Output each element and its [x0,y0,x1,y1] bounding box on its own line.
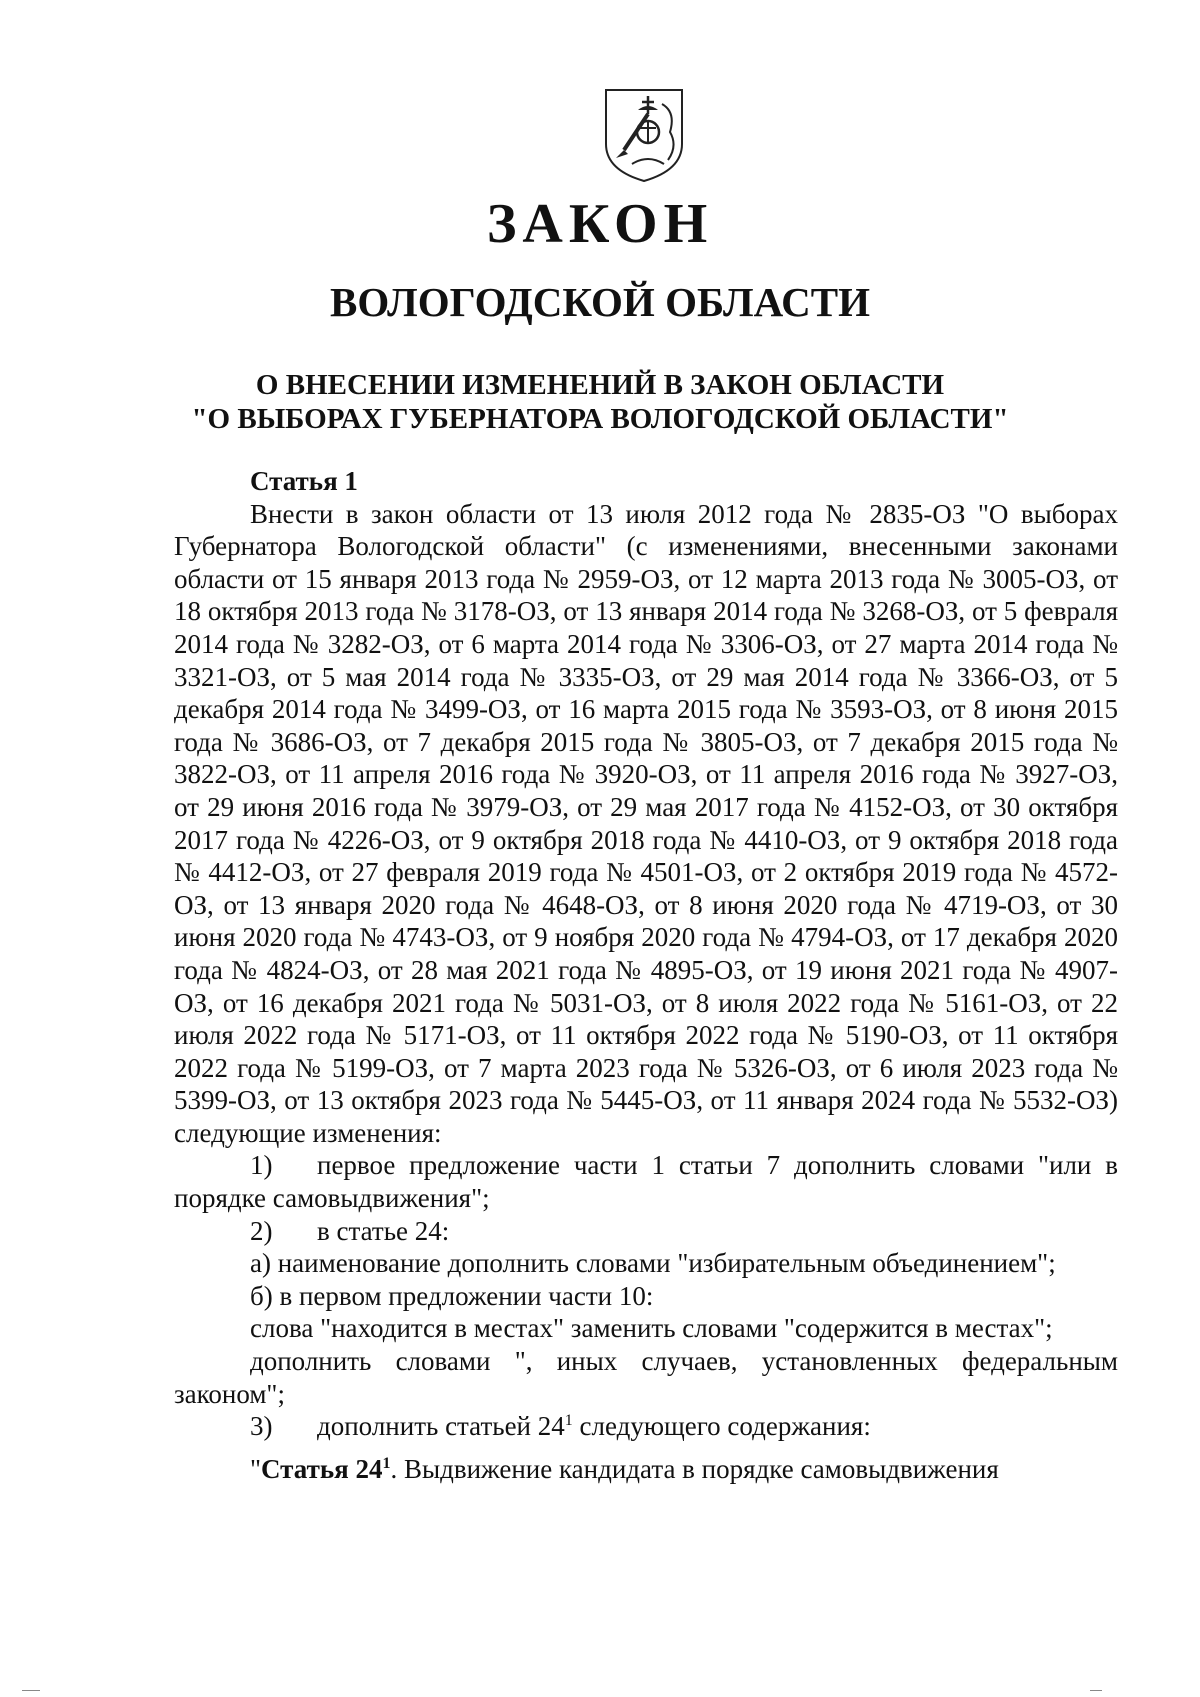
article-intro-paragraph: Внести в закон области от 13 июля 2012 года № 2835-ОЗ "О выборах Губернатора Вологодской области" (с изменениями, внесенными законами области от 15 января 2013 года № 2959-ОЗ, от 12 марта 2013 года № 3005-ОЗ, от 18 октября 2013 года № 3178-ОЗ, от 13 января 2014 года № 3268-ОЗ, от 5 февраля 2014 года № 3282-ОЗ, от 6 марта 2014 года № 3306-ОЗ, от 27 марта 2014 года № 3321-ОЗ, от 5 мая 2014 года № 3335-ОЗ, от 29 мая 2014 года № 3366-ОЗ, от 5 декабря 2014 года № 3499-ОЗ, от 16 марта 2015 года № 3593-ОЗ, от 8 июня 2015 года № 3686-ОЗ, от 7 декабря 2015 года № 3805-ОЗ, от 7 декабря 2015 года № 3822-ОЗ, от 11 апреля 2016 года № 3920-ОЗ, от 11 апреля 2016 года № 3927-ОЗ, от 29 июня 2016 года № 3979-ОЗ, от 29 мая 2017 года № 4152-ОЗ, от 30 октября 2017 года № 4226-ОЗ, от 9 октября 2018 года № 4410-ОЗ, от 9 октября 2018 года № 4412-ОЗ, от 27 февраля 2019 года № 4501-ОЗ, от 2 октября 2019 года № 4572-ОЗ, от 13 января 2020 года № 4648-ОЗ, от 8 июня 2020 года № 4719-ОЗ, от 30 июня 2020 года № 4743-ОЗ, от 9 ноября 2020 года № 4794-ОЗ, от 17 декабря 2020 года № 4824-ОЗ, от 28 мая 2021 года № 4895-ОЗ, от 19 июня 2021 года № 4907-ОЗ, от 16 декабря 2021 года № 5031-ОЗ, от 8 июля 2022 года № 5161-ОЗ, от 22 июля 2022 года № 5171-ОЗ, от 11 октября 2022 года № 5190-ОЗ, от 11 октября 2022 года № 5199-ОЗ, от 7 марта 2023 года № 5326-ОЗ, от 6 июля 2023 года № 5399-ОЗ, от 13 октября 2023 года № 5445-ОЗ, от 11 января 2024 года № 5532-ОЗ) следующие изменения: [174,498,1118,1148]
list-item-text-tail: следующего содержания: [572,1411,871,1442]
list-item-3 [174,1410,1118,1443]
sub-item-b-change-2: дополнить словами ", иных случаев, установленных федеральным законом"; [174,1346,1118,1409]
list-item-text: дополнить статьей 24 [317,1411,565,1442]
law-name-line-2: "О ВЫБОРАХ ГУБЕРНАТОРА ВОЛОГОДСКОЙ ОБЛАСТИ" [191,403,1009,435]
coat-of-arms-icon [602,84,686,184]
list-item-number: 1) [250,1150,273,1181]
list-item-1 [174,1149,1118,1214]
document-subtitle: ВОЛОГОДСКОЙ ОБЛАСТИ [329,279,871,325]
document-body [174,465,1118,1485]
document-title: ЗАКОН [486,193,714,255]
superscript: 1 [564,1412,573,1430]
list-item-number: 2) [250,1215,273,1246]
scan-artifact [22,1690,40,1691]
sub-item-a: а) наименование дополнить словами "избирательным объединением"; [250,1248,1056,1279]
list-item-text: первое предложение части 1 статьи 7 дополнить словами "или в порядке самовыдвижения"; [174,1150,1118,1214]
list-item-2 [174,1215,1118,1248]
article-heading: Статья 1 [250,466,358,496]
list-item-number: 3) [250,1411,273,1442]
law-name-line-1: О ВНЕСЕНИИ ИЗМЕНЕНИЙ В ЗАКОН ОБЛАСТИ [255,369,945,401]
new-article-sup: 1 [382,1454,391,1472]
new-article-title: . Выдвижение кандидата в порядке самовыдвижения [390,1453,999,1484]
scan-artifact [1090,1690,1102,1691]
law-name [0,368,1200,436]
new-article-heading [174,1453,1118,1486]
sub-item-b: б) в первом предложении части 10: [250,1280,654,1311]
new-article-label: Статья 24 [261,1453,383,1484]
sub-item-b-change-1: слова "находится в местах" заменить словами "содержится в местах"; [250,1313,1053,1344]
list-item-text: в статье 24: [317,1215,450,1246]
quote-mark: " [250,1453,262,1484]
